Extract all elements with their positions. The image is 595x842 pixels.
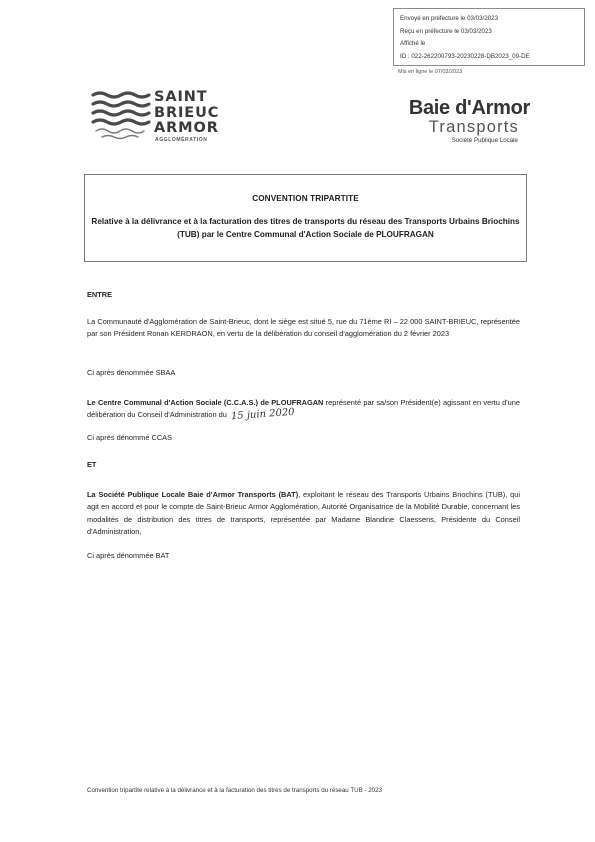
heading-entre: ENTRE xyxy=(87,290,113,299)
prefecture-stamp xyxy=(393,8,585,66)
handwritten-date: 15 juin 2020 xyxy=(230,407,295,423)
stamp-line-received: Reçu en préfecture le 03/03/2023 xyxy=(400,27,492,35)
ccas-description: représenté par sa/son Président(e) agissant en vertu d'une délibération du Conseil d'Administration du xyxy=(87,398,520,420)
sbaa-designation: Ci après dénommée SBAA xyxy=(87,368,176,377)
bat-logo xyxy=(395,97,530,149)
bat-logo-subtitle: Transports xyxy=(428,118,519,136)
waves-icon xyxy=(90,90,152,140)
stamp-line-sent: Envoyé en préfecture le 03/03/2023 xyxy=(400,15,499,22)
ccas-name: Le Centre Communal d'Action Sociale (C.C.A.S.) de PLOUFRAGAN xyxy=(87,398,324,407)
stamp-line-id: ID : 022-262200793-20230228-DB2023_09-DE xyxy=(400,52,530,60)
stamp-line-posted: Affiché le xyxy=(400,40,426,47)
bat-designation: Ci après dénommée BAT xyxy=(87,551,170,560)
party-ccas-paragraph xyxy=(87,397,520,422)
sbaa-line-armor: ARMOR xyxy=(154,120,219,136)
title-box xyxy=(84,174,527,262)
page-footer: Convention tripartite relative à la délivrance et à la facturation des titres de transports du réseau TUB - 2023 xyxy=(87,787,382,794)
sbaa-logo-text xyxy=(154,90,219,137)
sbaa-logo xyxy=(90,90,230,146)
bat-description: , exploitant le réseau des Transports Urbains Briochins (TUB), qui agit en accord et pour le compte de Saint-Brieuc Armor Agglomération, Autorité Organisatrice de la Mobilité Durable, concernant les modalités de distribution des titres de transports, représentée par Madame Blandine Claessens, Présidente du Conseil d'Administration, xyxy=(87,490,520,537)
bat-logo-tagline: Société Publique Locale xyxy=(451,137,518,144)
bat-logo-title: Baie d'Armor xyxy=(408,97,530,119)
document-subtitle: Relative à la délivrance et à la facturation des titres de transports du réseau des Transports Urbains Briochins (TUB) par le Centre Communal d'Action Sociale de PLOUFRAGAN xyxy=(91,217,520,239)
sbaa-line-saint: SAINT xyxy=(154,89,208,105)
heading-et: ET xyxy=(87,460,97,469)
sbaa-logo-subtitle: AGGLOMÉRATION xyxy=(155,137,208,143)
document-title: CONVENTION TRIPARTITE xyxy=(252,194,359,203)
bat-name: La Société Publique Locale Baie d'Armor Transports (BAT) xyxy=(87,490,299,499)
party-bat-paragraph xyxy=(87,489,520,539)
sbaa-line-brieuc: BRIEUC xyxy=(154,104,220,121)
ccas-designation: Ci après dénommé CCAS xyxy=(87,433,173,442)
party-sbaa-paragraph: La Communauté d'Agglomération de Saint-Brieuc, dont le siège est situé 5, rue du 71ème RI – 22 000 SAINT-BRIEUC, représentée par son Président Ronan KERDRAON, en vertu de la délibération du conseil d'agglomération du 2 février 2023 xyxy=(87,317,520,339)
stamp-online-date: Mis en ligne le 07/03/2023 xyxy=(398,69,463,75)
